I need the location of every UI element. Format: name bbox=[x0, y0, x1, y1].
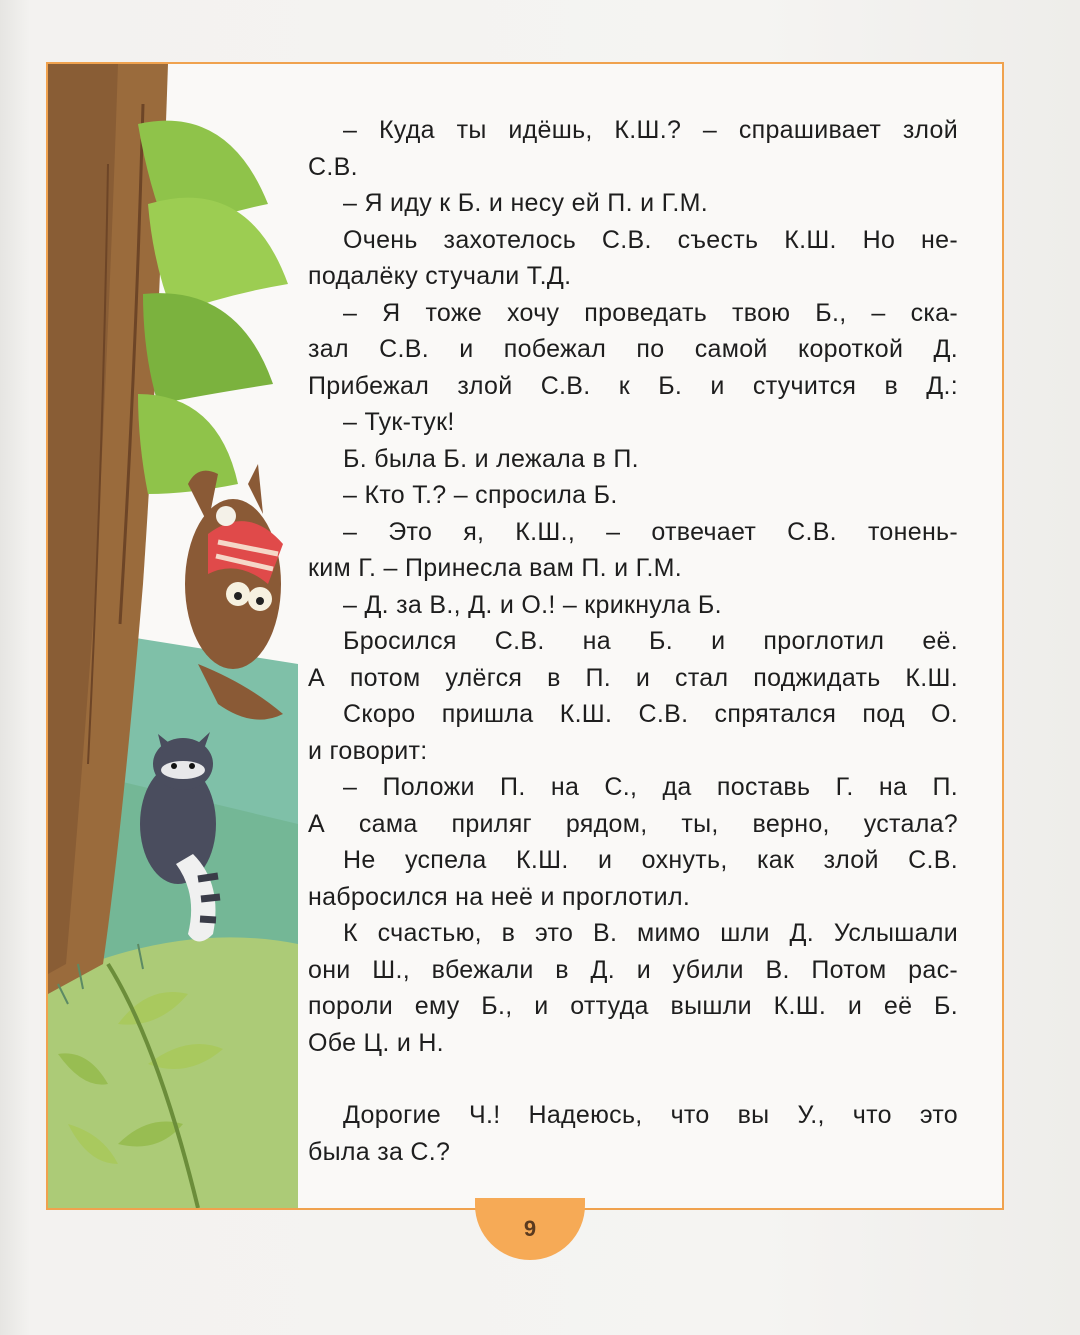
story-line: К счастью, в это В. мимо шли Д. Услышали bbox=[343, 919, 958, 947]
story-line: пороли ему Б., и оттуда вышли К.Ш. и её Б. bbox=[308, 992, 958, 1020]
story-line: и говорит: bbox=[308, 736, 428, 765]
story-line: Обе Ц. и Н. bbox=[308, 1028, 444, 1057]
story-line: Прибежал злой С.В. к Б. и стучится в Д.: bbox=[308, 371, 958, 400]
closing-line: Дорогие Ч.! Надеюсь, что вы У., что это bbox=[343, 1101, 958, 1129]
story-line: – Это я, К.Ш., – отвечает С.В. тонень- bbox=[343, 517, 958, 546]
story-line: Не успела К.Ш. и охнуть, как злой С.В. bbox=[343, 846, 958, 874]
story-text bbox=[308, 112, 958, 1170]
story-line: А сама приляг рядом, ты, верно, устала? bbox=[308, 809, 958, 838]
story-line: набросился на неё и проглотил. bbox=[308, 882, 691, 911]
page-number: 9 bbox=[475, 1198, 585, 1260]
story-line: Скоро пришла К.Ш. С.В. спрятался под О. bbox=[343, 700, 958, 728]
story-line: А потом улёгся в П. и стал поджидать К.Ш. bbox=[308, 663, 958, 692]
paragraph-gap bbox=[308, 1061, 958, 1097]
story-line: – Тук-тук! bbox=[343, 408, 455, 436]
forest-illustration-svg bbox=[48, 64, 298, 1208]
story-line: ким Г. – Принесла вам П. и Г.М. bbox=[308, 554, 683, 582]
story-line: – Я иду к Б. и несу ей П. и Г.М. bbox=[343, 189, 708, 217]
story-line: – Положи П. на С., да поставь Г. на П. bbox=[343, 773, 958, 801]
story-line: они Ш., вбежали в Д. и убили В. Потом рас- bbox=[308, 955, 958, 984]
story-line: Очень захотелось С.В. съесть К.Ш. Но не- bbox=[343, 225, 958, 254]
forest-illustration bbox=[48, 64, 298, 1208]
story-line: зал С.В. и побежал по самой короткой Д. bbox=[308, 335, 958, 363]
story-line: – Д. за В., Д. и О.! – крикнула Б. bbox=[343, 590, 722, 619]
story-line: Б. была Б. и лежала в П. bbox=[343, 444, 639, 473]
story-line: С.В. bbox=[308, 152, 358, 181]
story-line: – Кто Т.? – спросила Б. bbox=[343, 481, 618, 509]
closing-line: была за С.? bbox=[308, 1137, 451, 1166]
story-line: подалёку стучали Т.Д. bbox=[308, 262, 572, 290]
story-line: Бросился С.В. на Б. и проглотил её. bbox=[343, 627, 958, 655]
story-line: – Я тоже хочу проведать твою Б., – ска- bbox=[343, 298, 958, 327]
story-line: – Куда ты идёшь, К.Ш.? – спрашивает злой bbox=[343, 116, 958, 144]
